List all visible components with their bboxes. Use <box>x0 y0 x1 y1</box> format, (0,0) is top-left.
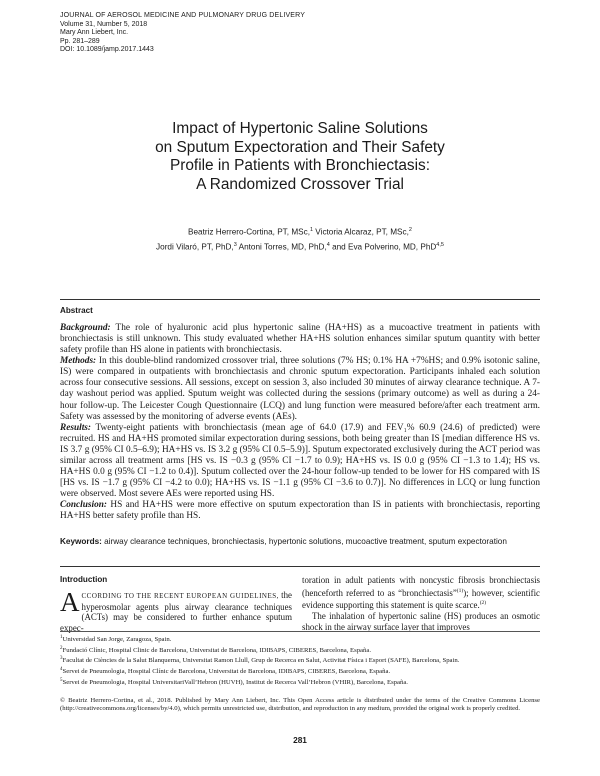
affiliation <box>60 645 540 656</box>
affiliation-number: 3 <box>60 656 63 662</box>
section-label: Background: <box>60 323 111 333</box>
intro-column-right <box>302 575 540 632</box>
abstract-results <box>60 423 540 501</box>
title-line: A Randomized Crossover Trial <box>196 175 404 193</box>
journal-header <box>60 12 305 55</box>
author-name: Beatriz Herrero-Cortina, PT, MSc, <box>188 227 310 237</box>
section-label: Conclusion: <box>60 500 108 511</box>
author-name: Antoni Torres, MD, PhD, <box>236 242 327 252</box>
author-name: and Eva Polverino, MD, PhD <box>329 242 437 252</box>
intro-text: ); however, scientific evidence supporting this statement is quite scarce. <box>302 587 540 611</box>
author-name: Jordi Vilaró, PT, PhD, <box>156 242 234 252</box>
abstract-conclusion <box>60 500 540 522</box>
license-notice: © Beatriz Herrero-Cortina, et al., 2018. Published by Mary Ann Liebert, Inc. This Open Access article is distributed under the terms of the Creative Commons License (http://creativecommons.org/licenses/by/4.0), which permits unrestricted use, distribution, and reproduction in any medium, provided the original work is properly credited. <box>60 697 540 713</box>
doi: DOI: 10.1089/jamp.2017.1443 <box>60 46 154 54</box>
author-name: Victoria Alcaraz, PT, MSc, <box>313 227 409 237</box>
keywords <box>60 536 540 547</box>
keywords-text: airway clearance techniques, bronchiectasis, hypertonic solutions, mucoactive treatment, sputum expectoration <box>101 537 507 546</box>
publisher: Mary Ann Liebert, Inc. <box>60 29 129 37</box>
affiliation <box>60 655 540 666</box>
section-text: HS and HA+HS were more effective on sputum expectoration than IS in patients with bronchiectasis, reporting HA+HS better safety profile than HS. <box>60 500 540 522</box>
affiliation-number: 2 <box>60 645 63 651</box>
affiliation <box>60 666 540 677</box>
affiliation-text: Fundació Clínic, Hospital Clinic de Barcelona, Universitat de Barcelona, IDIBAPS, CIBERES, Barcelona, España. <box>62 646 371 654</box>
drop-cap: A <box>60 587 80 617</box>
abstract-background <box>60 323 540 356</box>
intro-paragraph: The inhalation of hypertonic saline (HS) produces an osmotic shock in the airway surface layer that improves <box>302 611 540 632</box>
citation: (1) <box>456 587 464 594</box>
citation: (2) <box>479 600 487 607</box>
title-line: Impact of Hypertonic Saline Solutions <box>172 120 428 137</box>
abstract-methods <box>60 356 540 422</box>
page-range: Pp. 281–289 <box>60 37 100 45</box>
affiliation-text: Facultat de Ciències de la Salut Blanquerna, Universitat Ramon Llull, Grup de Recerca en Salut, Activitat Física i Esport (SAFE), Barcelona, Spain. <box>62 657 460 665</box>
section-label: Methods: <box>60 356 97 367</box>
affiliations <box>60 634 540 687</box>
abstract-body <box>60 323 540 522</box>
keywords-label: Keywords: <box>60 537 102 546</box>
volume-info: Volume 31, Number 5, 2018 <box>60 20 148 28</box>
footnote-divider <box>60 631 540 632</box>
title-line: on Sputum Expectoration and Their Safety <box>155 138 445 156</box>
introduction-heading: Introduction <box>60 575 108 584</box>
author-affil-marker: 4,5 <box>436 242 444 249</box>
section-text: In this double-blind randomized crossover trial, three solutions (7% HS; 0.1% HA +7%HS; and 0.9% isotonic saline, IS) were compared in outpatients with bronchiectasis and chronic sputum expectoration. Participants inhaled each solution across four consecutive sessions. All sessions, except on session 3, also included 30 minutes of airway clearance technique. A 7-day washout period was applied. Sputum weight was collected during the sessions (primary outcome) as well as during a 24-hour follow-up. The Leicester Cough Questionnaire (LCQ) and lung function were measured before/after each treatment arm. Safety was assessed by the monitoring of adverse events (AEs). <box>60 356 540 422</box>
author-affil-marker: 3 <box>233 242 237 249</box>
affiliation-text: Universidad San Jorge, Zaragoza, Spain. <box>62 636 172 644</box>
intro-smallcaps: CCORDING TO THE RECENT EUROPEAN GUIDELINES, <box>81 592 279 600</box>
affiliation-number: 4 <box>60 666 63 672</box>
page-number: 281 <box>293 735 307 745</box>
intro-text: toration in adult patients with noncystic fibrosis bronchiectasis (henceforth referred to as “bronchiectasis” <box>302 575 540 598</box>
abstract-heading: Abstract <box>60 306 93 315</box>
title-line: Profile in Patients with Bronchiectasis: <box>169 157 431 175</box>
author-affil-marker: 1 <box>309 227 314 233</box>
author-line <box>100 224 500 239</box>
author-affil-marker: 2 <box>408 227 412 233</box>
intro-text: the hyperosmolar agents plus airway clearance techniques (ACTs) may be considered to further enhance sputum expec- <box>60 590 292 634</box>
divider <box>60 566 540 567</box>
divider <box>60 299 540 300</box>
affiliation-number: 5 <box>60 677 63 683</box>
affiliation-text: Servei de Pneumologia, Hospital Clínic de Barcelona, Universitat de Barcelona, IDIBAPS, CIBERES, Barcelona, España. <box>62 668 391 676</box>
intro-column-left <box>60 587 292 634</box>
section-text: The role of hyaluronic acid plus hypertonic saline (HA+HS) as a mucoactive treatment in patients with bronchiectasis is still unknown. This study evaluated whether HA+HS solution enhances similar sputum quantity with better safety profile than HS alone in patients with bronchiectasis. <box>60 323 540 356</box>
section-label: Results: <box>60 422 91 433</box>
article-title <box>60 120 540 194</box>
affiliation-text: Servei de Pneumologia, Hospital UniversitariVall’Hebron (HUVH), Institut de Recerca Vall’Hebron (VHIR), Barcelona, España. <box>62 678 408 686</box>
affiliation <box>60 634 540 645</box>
affiliation <box>60 677 540 688</box>
journal-name: JOURNAL OF AEROSOL MEDICINE AND PULMONARY DRUG DELIVERY <box>60 12 306 19</box>
author-affil-marker: 4 <box>326 242 330 249</box>
author-list <box>100 224 500 254</box>
section-text: Twenty-eight patients with bronchiectasis (mean age of 64.0 (17.9) and FEV₁% 60.9 (24.6) of predicted) were recruited. HS and HA+HS promoted similar expectoration during sessions, both being greater than IS [median difference HS vs. IS 3.7 g (95% CI 0.5–6.9); HA+HS vs. IS 3.2 g (95% CI 0.5–5.9)]. Sputum expectorated exclusively during the ACT period was similar across all treatment arms [HS vs. IS −0.3 g (95% CI −1.7 to 0.9); HA+HS vs. IS 0.0 g (95% CI −1.3 to 1.4); HS vs. HA+HS 0.0 g (95% CI −1.2 to 0.4)]. Sputum collected over the 24-hour follow-up tended to be lower for HS compared with IS [HS vs. IS −1.7 g (95% CI −4.2 to 0.0); HA+HS vs. IS −1.1 g (95% CI −3.6 to 0.7)]. No differences in LCQ or lung function were observed. Most severe AEs were reported using HS. <box>60 422 540 500</box>
author-line <box>100 239 500 254</box>
affiliation-number: 1 <box>60 635 63 640</box>
intro-paragraph <box>302 575 540 611</box>
